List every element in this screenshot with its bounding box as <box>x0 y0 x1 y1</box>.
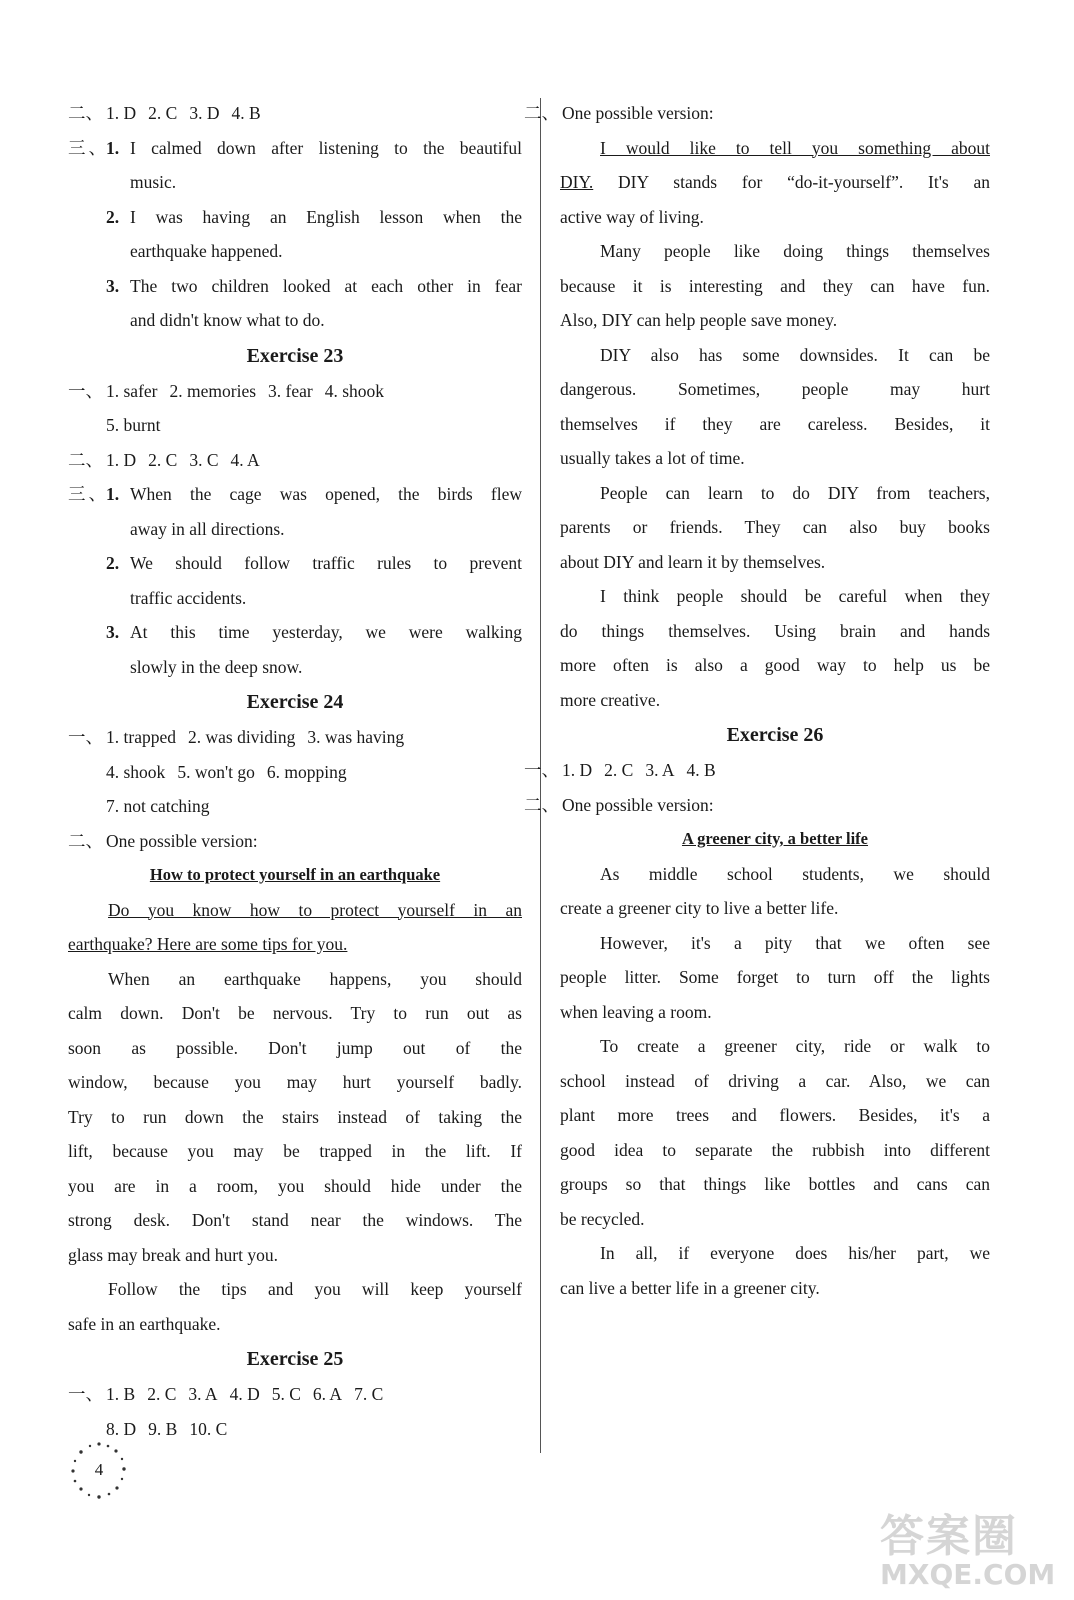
essay-line: people litter. Some forget to turn off the lights <box>560 967 990 987</box>
essay-line: window, because you may hurt yourself badly. <box>68 1072 522 1092</box>
answer: 1. D <box>106 103 137 123</box>
essay-line: usually takes a lot of time. <box>560 448 745 468</box>
sentence-line: music. <box>130 172 177 192</box>
watermark <box>880 1500 1060 1590</box>
sentence-line: and didn't know what to do. <box>130 310 325 330</box>
ex23-part3-item3: 3. At this time yesterday, we were walking <box>106 622 522 642</box>
ex26-part2-intro: 二、 One possible version: <box>524 794 714 815</box>
exercise-26-heading: Exercise 26 <box>726 724 824 746</box>
exercise-24-heading: Exercise 24 <box>246 691 344 713</box>
essay-line: more creative. <box>560 689 661 710</box>
sentence-line: traffic accidents. <box>130 587 247 608</box>
essay-line: when leaving a room. <box>560 1001 712 1022</box>
essay-line: Also, DIY can help people save money. <box>560 310 838 330</box>
page-number: 4 <box>66 1438 132 1504</box>
essay-line: parents or friends. They can also buy books <box>560 517 990 537</box>
ex24-essay-title: How to protect yourself in an earthquake <box>149 865 441 884</box>
answer: 4. B <box>231 103 261 123</box>
left-column <box>68 96 522 1446</box>
exercise-25-heading: Exercise 25 <box>246 1348 344 1370</box>
ex22-part3-item2: 2. I was having an English lesson when the <box>106 206 522 227</box>
essay-line: school instead of driving a car. Also, we can <box>560 1070 990 1091</box>
essay-line: In all, if everyone does his/her part, we <box>600 1243 990 1263</box>
essay-line: create a greener city to live a better life. <box>560 898 839 918</box>
ex26-essay-title: A greener city, a better life <box>681 829 869 848</box>
essay-line: As middle school students, we should <box>600 863 990 884</box>
essay-line: Follow the tips and you will keep yourself <box>108 1279 522 1299</box>
essay-line: you are in a room, you should hide under the <box>68 1175 522 1196</box>
essay-line: Try to run down the stairs instead of taking the <box>68 1106 522 1127</box>
essay-line: DIY also has some downsides. It can be <box>600 344 990 365</box>
ex24-part2-intro: 二、 One possible version: <box>68 830 258 851</box>
essay-line: DIY. DIY stands for “do-it-yourself”. It's an <box>560 172 990 192</box>
essay-line: When an earthquake happens, you should <box>108 968 522 989</box>
essay-line: groups so that things like bottles and cans can <box>560 1174 990 1194</box>
essay-line: soon as possible. Don't jump out of the <box>68 1037 522 1058</box>
essay-line: be recycled. <box>560 1208 645 1229</box>
ex23-part3-item1: 三、1. When the cage was opened, the birds flew <box>68 484 522 504</box>
essay-line: calm down. Don't be nervous. Try to run out as <box>68 1003 522 1023</box>
essay-line: because it is interesting and they can have fun. <box>560 275 990 296</box>
essay-line: themselves if they are careless. Besides, it <box>560 413 990 434</box>
essay-line: about DIY and learn it by themselves. <box>560 551 826 572</box>
answer: 2. C <box>148 103 178 123</box>
essay-line: plant more trees and flowers. Besides, it's a <box>560 1105 990 1125</box>
essay-line: People can learn to do DIY from teachers, <box>600 482 990 503</box>
essay-line-underlined: I would like to tell you something about <box>600 137 990 158</box>
sentence-line: away in all directions. <box>130 518 285 539</box>
ex26-part1-answers: 一、 1. D 2. C 3. A 4. B <box>524 760 716 780</box>
essay-line-underlined: Do you know how to protect yourself in an <box>108 899 522 920</box>
ex23-part3-item2: 2. We should follow traffic rules to prevent <box>106 553 522 573</box>
ex25-part1-line2: 8. D 9. B 10. C <box>106 1418 228 1439</box>
ex23-part1-line2: 5. burnt <box>106 415 161 435</box>
essay-line: can live a better life in a greener city. <box>560 1277 820 1298</box>
sentence-line: earthquake happened. <box>130 241 283 261</box>
essay-line: active way of living. <box>560 206 704 227</box>
answer: 3. D <box>189 103 220 123</box>
watermark-cn: 答案圈 <box>880 1511 1018 1562</box>
essay-line: lift, because you may be trapped in the lift. If <box>68 1141 522 1161</box>
exercise-23-heading: Exercise 23 <box>246 344 344 367</box>
ex23-part2-answers: 二、 1. D 2. C 3. C 4. A <box>68 449 260 470</box>
ex22-part2-answers: 二、 1. D 2. C 3. D 4. B <box>68 103 261 123</box>
essay-line: However, it's a pity that we often see <box>600 932 990 953</box>
ex25-part2-intro: 二、 One possible version: <box>524 103 714 123</box>
ex22-part3-item1: 三、1. I calmed down after listening to the beautiful <box>68 137 522 158</box>
essay-line: more often is also a good way to help us be <box>560 655 990 675</box>
sentence-line: slowly in the deep snow. <box>130 656 303 677</box>
ex23-part1-line1: 一、 1. safer 2. memories 3. fear 4. shook <box>68 380 385 401</box>
essay-line: good idea to separate the rubbish into different <box>560 1139 990 1160</box>
essay-line: strong desk. Don't stand near the windows. The <box>68 1210 522 1230</box>
ex24-part1-line2: 4. shook 5. won't go 6. mopping <box>106 761 347 782</box>
ex24-part1-line3: 7. not catching <box>106 796 210 816</box>
watermark-en: MXQE.COM <box>880 1558 1056 1591</box>
essay-line-underlined: earthquake? Here are some tips for you. <box>68 934 348 954</box>
essay-line: safe in an earthquake. <box>68 1313 221 1334</box>
essay-line: do things themselves. Using brain and hands <box>560 620 990 641</box>
ex25-part1-line1: 一、 1. B 2. C 3. A 4. D 5. C 6. A 7. C <box>68 1384 384 1404</box>
ex24-part1-line1: 一、 1. trapped 2. was dividing 3. was having <box>68 727 405 747</box>
essay-line: I think people should be careful when they <box>600 586 990 606</box>
essay-line: dangerous. Sometimes, people may hurt <box>560 379 990 399</box>
essay-line: glass may break and hurt you. <box>68 1244 278 1265</box>
ex22-part3-item3: 3. The two children looked at each other in fear <box>106 275 522 296</box>
right-column <box>524 96 990 1305</box>
essay-line: Many people like doing things themselves <box>600 241 990 261</box>
essay-line: To create a greener city, ride or walk to <box>600 1036 990 1056</box>
